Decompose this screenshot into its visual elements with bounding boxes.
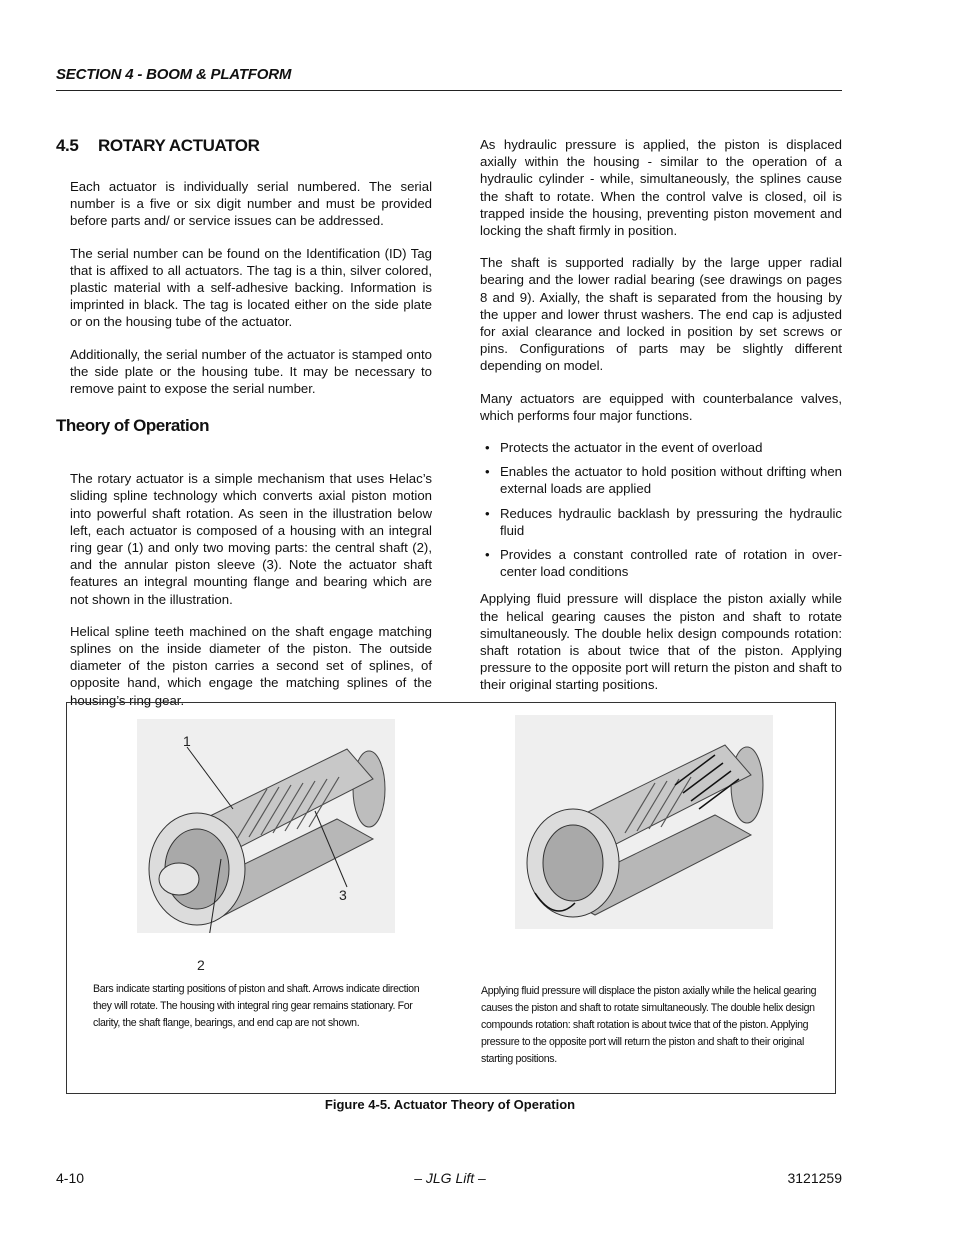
paragraph: Applying fluid pressure will displace the piston axially while the helical gearing causes the piston and shaft to rotate simultaneously. The double helix design compounds rotation: shaft rotation is about twice that of the piston. Applying pressure to the opposite port will return the piston and shaft to their original starting positions.: [480, 591, 842, 693]
section-header: [56, 66, 842, 91]
paragraph: Each actuator is individually serial numbered. The serial number is a five or six digit number and must be provided before parts and/ or service issues can be addressed.: [70, 179, 432, 229]
callout-2: 2: [197, 957, 205, 973]
list-item: • Protects the actuator in the event of overload: [485, 440, 763, 456]
callout-1: 1: [183, 733, 191, 749]
paragraph: As hydraulic pressure is applied, the piston is displaced axially within the housing - similar to the operation of a hydraulic cylinder - while, simultaneously, the splines cause the shaft to rotate. When the control valve is closed, oil is trapped inside the housing, preventing piston movement and locking the shaft firmly in position.: [480, 137, 842, 239]
list-item: • Enables the actuator to hold position without drifting when external loads are applied: [485, 464, 842, 497]
theory-heading: Theory of Operation: [56, 416, 209, 435]
actuator-pressure-illustration: [515, 715, 773, 929]
paragraph: Helical spline teeth machined on the shaft engage matching splines on the inside diameter of the piston. The outside diameter of the piston carries a second set of splines, of opposite hand, which engage the matching splines of the housing’s ring gear.: [70, 623, 432, 708]
paragraph: The rotary actuator is a simple mechanism that uses Helac’s sliding spline technology which converts axial piston motion into powerful shaft rotation. As seen in the illustration below left, each actuator is composed of a housing with an integral ring gear (1) and only two moving parts: the central shaft (2), and the annular piston sleeve (3). Note the actuator shaft features an integral mounting flange and bearing which are not shown in the illustration.: [70, 471, 432, 607]
figure-caption-left: Bars indicate starting positions of piston and shaft. Arrows indicate direction they will rotate. The housing with integral ring gear remains stationary. For clarity, the shaft flange, bearings, and end cap are not shown.: [93, 983, 420, 1029]
callout-3: 3: [339, 887, 347, 903]
section-number: 4.5: [56, 136, 79, 155]
list-item: • Provides a constant controlled rate of rotation in over-center load conditions: [485, 547, 842, 580]
figure-title: Figure 4-5. Actuator Theory of Operation: [324, 1097, 576, 1112]
figure-frame: [66, 702, 836, 1094]
document-number: 3121259: [787, 1170, 842, 1186]
paragraph: The serial number can be found on the Identification (ID) Tag that is affixed to all actuators. The tag is a thin, silver colored, plastic material with a self-adhesive backing. Information is imprinted in black. The tag is located either on the side plate or on the housing tube of the actuator.: [70, 245, 432, 330]
right-column: [480, 128, 842, 709]
footer-brand: – JLG Lift –: [414, 1170, 486, 1186]
page-number: 4-10: [56, 1170, 85, 1186]
actuator-cutaway-illustration: [137, 719, 395, 933]
paragraph: Many actuators are equipped with counterbalance valves, which performs four major functions.: [480, 390, 842, 423]
section-title: ROTARY ACTUATOR: [98, 136, 260, 155]
function-list: [480, 439, 842, 580]
section-header-title: SECTION 4 - BOOM & PLATFORM: [56, 66, 292, 83]
paragraph: Additionally, the serial number of the actuator is stamped onto the side plate or the housing tube. It may be necessary to remove paint to expose the serial number.: [70, 346, 432, 397]
figure-caption-right: Applying fluid pressure will displace the piston axially while the helical gearing causes the piston and shaft to rotate simultaneously. The double helix design compounds rotation: shaft rotation is about twice that of the piston. Applying pressure to the opposite port will return the piston and shaft to their original starting positions.: [481, 985, 817, 1065]
list-item: • Reduces hydraulic backlash by pressuring the hydraulic fluid: [485, 505, 842, 538]
paragraph: The shaft is supported radially by the large upper radial bearing and the lower radial bearing (see drawings on pages 8 and 9). Axially, the shaft is separated from the housing by the upper and lower thrust washers. The end cap is adjusted for axial clearance and locked in position by set screws or pins. Configurations of parts may be slightly different depending on model.: [480, 255, 842, 374]
